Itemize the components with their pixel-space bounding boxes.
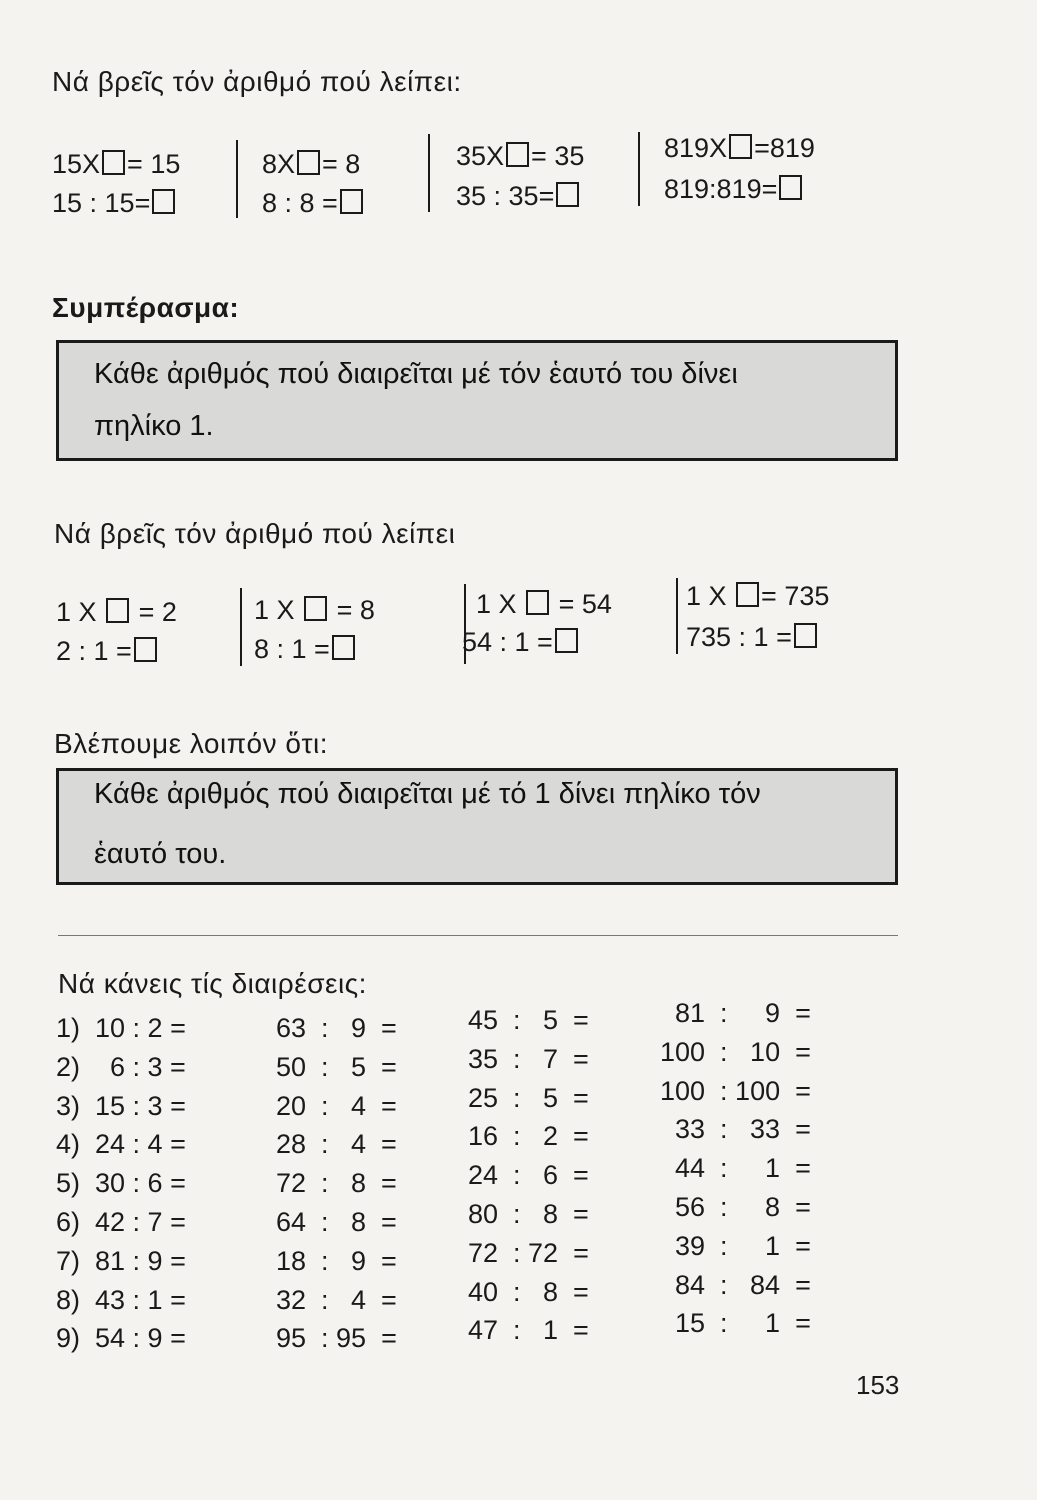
division-exercise: 25 : 5 = bbox=[468, 1082, 589, 1113]
eq2-group-2-top: 1 X = 8 bbox=[254, 595, 375, 625]
conclusion-line-2: πηλίκο 1. bbox=[94, 410, 214, 442]
answer-box[interactable] bbox=[729, 134, 752, 159]
division-exercise: 95 : 95 = bbox=[276, 1323, 397, 1354]
eq-group-4-top: 819X =819 bbox=[664, 133, 815, 163]
conclusion-label: Συμπέρασμα: bbox=[52, 292, 240, 323]
division-exercise: 72 : 72 = bbox=[468, 1237, 589, 1268]
eq-group-2-bottom: 8 : 8 = bbox=[262, 189, 365, 217]
eq2-group-4-bottom: 735 : 1 = bbox=[686, 623, 819, 651]
eq2-group-2-bottom: 8 : 1 = bbox=[254, 635, 357, 663]
division-exercise: 2) 6 : 3 = bbox=[56, 1051, 186, 1082]
answer-box[interactable] bbox=[736, 582, 759, 607]
answer-box[interactable] bbox=[794, 623, 817, 648]
answer-box[interactable] bbox=[526, 590, 549, 615]
answer-box[interactable] bbox=[506, 142, 529, 167]
eq-group-1-top: 15X = 15 bbox=[52, 149, 181, 179]
eq2-group-1-top: 1 X = 2 bbox=[56, 597, 177, 627]
divider bbox=[428, 134, 430, 212]
eq2-group-3-top: 1 X = 54 bbox=[476, 589, 612, 619]
eq2-group-4-top: 1 X = 735 bbox=[686, 581, 830, 611]
division-exercise: 5) 30 : 6 = bbox=[56, 1168, 186, 1199]
division-exercise: 80 : 8 = bbox=[468, 1199, 589, 1229]
division-exercise: 3) 15 : 3 = bbox=[56, 1090, 186, 1121]
divider bbox=[236, 140, 238, 218]
divider bbox=[676, 578, 678, 654]
answer-box[interactable] bbox=[102, 150, 125, 175]
conclusion2-line-1: Κάθε ἀριθμός πού διαιρεῖται μέ τό 1 δίνει πηλίκο τόν bbox=[94, 778, 761, 810]
division-exercise: 8) 43 : 1 = bbox=[56, 1284, 186, 1315]
eq-group-2-top: 8X = 8 bbox=[262, 149, 361, 179]
division-exercise: 40 : 8 = bbox=[468, 1276, 589, 1307]
division-exercise: 63 : 9 = bbox=[276, 1013, 397, 1043]
answer-box[interactable] bbox=[340, 189, 363, 214]
conclusion2-line-2: ἑαυτό του. bbox=[94, 838, 227, 870]
division-exercise: 81 : 9 = bbox=[660, 998, 811, 1028]
division-exercise: 50 : 5 = bbox=[276, 1051, 397, 1082]
division-exercise: 56 : 8 = bbox=[660, 1192, 811, 1222]
eq-group-4-bottom: 819:819= bbox=[664, 175, 804, 203]
conclusion-line-1: Κάθε ἀριθμός πού διαιρεῖται μέ τόν ἑαυτό του δίνει bbox=[94, 358, 738, 390]
division-exercise: 7) 81 : 9 = bbox=[56, 1245, 186, 1276]
division-exercise: 15 : 1 = bbox=[660, 1308, 811, 1339]
division-exercise: 35 : 7 = bbox=[468, 1043, 589, 1074]
answer-box[interactable] bbox=[779, 175, 802, 200]
division-exercise: 33 : 33 = bbox=[660, 1114, 811, 1145]
eq-group-3-bottom: 35 : 35= bbox=[456, 182, 581, 210]
division-exercise: 100 : 100 = bbox=[660, 1075, 811, 1106]
division-exercise: 64 : 8 = bbox=[276, 1207, 397, 1237]
eq2-group-1-bottom: 2 : 1 = bbox=[56, 637, 159, 665]
division-exercise: 20 : 4 = bbox=[276, 1090, 397, 1121]
answer-box[interactable] bbox=[106, 598, 129, 623]
division-exercise: 84 : 84 = bbox=[660, 1269, 811, 1300]
divider bbox=[638, 132, 640, 206]
answer-box[interactable] bbox=[304, 596, 327, 621]
conclusion2-label: Βλέπουμε λοιπόν ὅτι: bbox=[54, 728, 329, 759]
section2-heading: Νά βρεῖς τόν ἀριθμό πού λείπει bbox=[54, 518, 456, 549]
division-exercise: 47 : 1 = bbox=[468, 1315, 589, 1346]
answer-box[interactable] bbox=[555, 628, 578, 653]
section3-heading: Νά κάνεις τίς διαιρέσεις: bbox=[58, 968, 367, 999]
answer-box[interactable] bbox=[297, 150, 320, 175]
eq2-group-3-bottom: 54 : 1 = bbox=[462, 628, 580, 656]
division-exercise: 28 : 4 = bbox=[276, 1129, 397, 1160]
eq-group-1-bottom: 15 : 15= bbox=[52, 189, 177, 217]
division-exercise: 18 : 9 = bbox=[276, 1245, 397, 1276]
division-exercise: 100 : 10 = bbox=[660, 1036, 811, 1067]
division-exercise: 72 : 8 = bbox=[276, 1168, 397, 1199]
division-exercise: 24 : 6 = bbox=[468, 1160, 589, 1191]
division-exercise: 1) 10 : 2 = bbox=[56, 1013, 186, 1043]
answer-box[interactable] bbox=[152, 189, 175, 214]
eq-group-3-top: 35X = 35 bbox=[456, 141, 585, 171]
division-exercise: 44 : 1 = bbox=[660, 1153, 811, 1184]
division-exercise: 9) 54 : 9 = bbox=[56, 1323, 186, 1354]
division-exercise: 6) 42 : 7 = bbox=[56, 1207, 186, 1237]
section-divider bbox=[58, 935, 898, 936]
answer-box[interactable] bbox=[332, 635, 355, 660]
divider bbox=[240, 588, 242, 666]
page-number: 153 bbox=[856, 1370, 900, 1400]
division-exercise: 4) 24 : 4 = bbox=[56, 1129, 186, 1160]
division-exercise: 39 : 1 = bbox=[660, 1230, 811, 1261]
answer-box[interactable] bbox=[134, 637, 157, 662]
answer-box[interactable] bbox=[556, 182, 579, 207]
division-exercise: 45 : 5 = bbox=[468, 1005, 589, 1035]
division-exercise: 32 : 4 = bbox=[276, 1284, 397, 1315]
division-exercise: 16 : 2 = bbox=[468, 1121, 589, 1152]
section1-heading: Νά βρεῖς τόν ἀριθμό πού λείπει: bbox=[52, 66, 462, 97]
